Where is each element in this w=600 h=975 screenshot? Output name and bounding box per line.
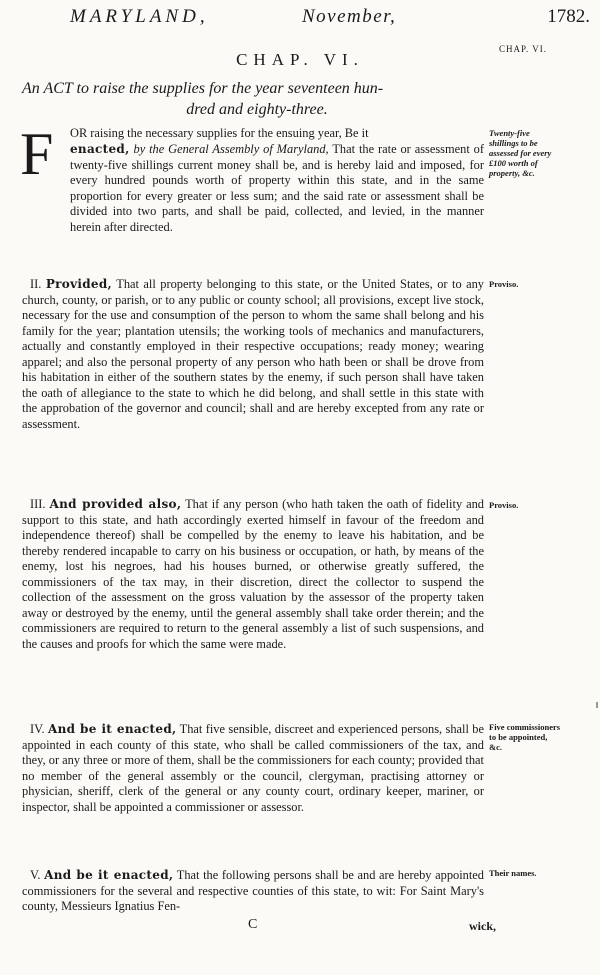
- header-month: November,: [302, 6, 397, 27]
- section5-paragraph: [22, 868, 484, 916]
- act-title-line2: dred and eighty-three.: [186, 101, 328, 118]
- section1-text: That the rate or assessment of twenty-five shillings current money shall be, and is hereby laid and imposed, for every hundred pounds worth of property within this state, and in the same proportion for every greater or less sum; and the said rate or assessment shall be divided into two parts, and shall be paid, collected, and levied, in the manner herein after directed.: [70, 142, 484, 234]
- section3-paragraph: [22, 497, 484, 717]
- section5-numeral: V.: [30, 868, 41, 882]
- section2-numeral: II.: [30, 277, 42, 291]
- section3-lead: And provided also,: [49, 497, 182, 511]
- act-title: [22, 78, 492, 120]
- section4-paragraph: [22, 722, 484, 854]
- page-footer: [22, 917, 496, 933]
- header-year: 1782.: [547, 6, 590, 27]
- section5-margin-note: Their names.: [489, 868, 537, 878]
- section3-numeral: III.: [30, 497, 46, 511]
- section3-text: That if any person (who hath taken the oath of fidelity and support to this state, and hath accordingly exerted himself in favour of the freedom and independence thereof) shall be compelled by the enemy to leave his habitation, and be thereby rendered incapable to carry on his business or occupation, or hath, by means of the enemy, lost his negroes, had his houses burned, or otherwise greatly suffered, the commissioners of the tax may, in their discretion, direct the collector to suspend the collection of the assessment on the gross valuation by the assessor of the property taken away or destroyed by the enemy, until the general assembly shall take order therein; and the commissioners are required to return to the general assembly a list of such suspensions, and the causes and proofs for which the same were made.: [22, 497, 484, 651]
- section4-margin-note: Five commissioners to be appointed, &c.: [489, 722, 561, 752]
- section5-text: That the following persons shall be and are hereby appointed commissioners for the several and respective counties of this state, to wit: For Saint Mary's county, Messieurs Ignatius Fen-: [22, 868, 484, 913]
- running-header: [70, 6, 590, 32]
- section4-lead: And be it enacted,: [47, 722, 177, 736]
- section3-margin-note: Proviso.: [489, 500, 519, 510]
- chapter-heading: CHAP. VI.: [236, 50, 364, 69]
- section1-first-line-text: OR raising the necessary supplies for the ensuing year, Be it: [70, 126, 369, 140]
- section1-margin-note: Twenty-five shillings to be assessed for every £100 worth of property, &c.: [489, 128, 552, 178]
- section1-assembly: by the General Assembly of Maryland,: [133, 142, 329, 156]
- catchword: wick,: [469, 919, 496, 933]
- section4-text: That five sensible, discreet and experienced persons, shall be appointed in each county of this state, who shall be called commissioners of the tax, and they, or any three or more of them, shall be the commissioners for each county; provided that no member of the general assembly or the council, clergyman, practising attorney or physician, sheriff, clerk of the general or any county court, ordinary keeper, mariner, or inspector, shall be appointed a commissioner or assessor.: [22, 722, 484, 814]
- section1-enacted: enacted,: [70, 142, 130, 156]
- section2-paragraph: [22, 277, 484, 487]
- section1-body: [70, 142, 484, 234]
- act-title-line1: An ACT to raise the supplies for the year seventeen hun-: [22, 80, 384, 97]
- section2-lead: Provided,: [45, 277, 113, 291]
- signature-mark: C: [248, 917, 258, 932]
- print-blemish: [596, 702, 598, 708]
- section5-lead: And be it enacted,: [44, 868, 174, 882]
- drop-cap-letter: F: [20, 121, 54, 187]
- section2-margin-note: Proviso.: [489, 279, 519, 289]
- section1-first-line: [70, 126, 484, 142]
- header-state: MARYLAND,: [70, 6, 209, 27]
- section2-text: That all property belonging to this state, or the United States, or to any church, county, or parish, or to any public or county school; all provisions, except live stock, necessary for the use and consumption of the person to whom the same shall belong and his family for the year; plantation utensils; the working tools of mechanics and manufacturers, actually and constantly employed in their respective occupations; ready money; wearing apparel; and also the personal property of any person who hath been or shall be drove from his habitation in either of the southern states by the enemy, if such person shall have taken the oath of allegiance to the state to which he did belong, and shall settle in this state with the approbation of the governor and council; shall and are hereby excepted from any rate or assessment.: [22, 277, 484, 431]
- drop-cap: [20, 121, 68, 187]
- chapter-side-label: CHAP. VI.: [498, 44, 548, 54]
- section4-numeral: IV.: [30, 722, 45, 736]
